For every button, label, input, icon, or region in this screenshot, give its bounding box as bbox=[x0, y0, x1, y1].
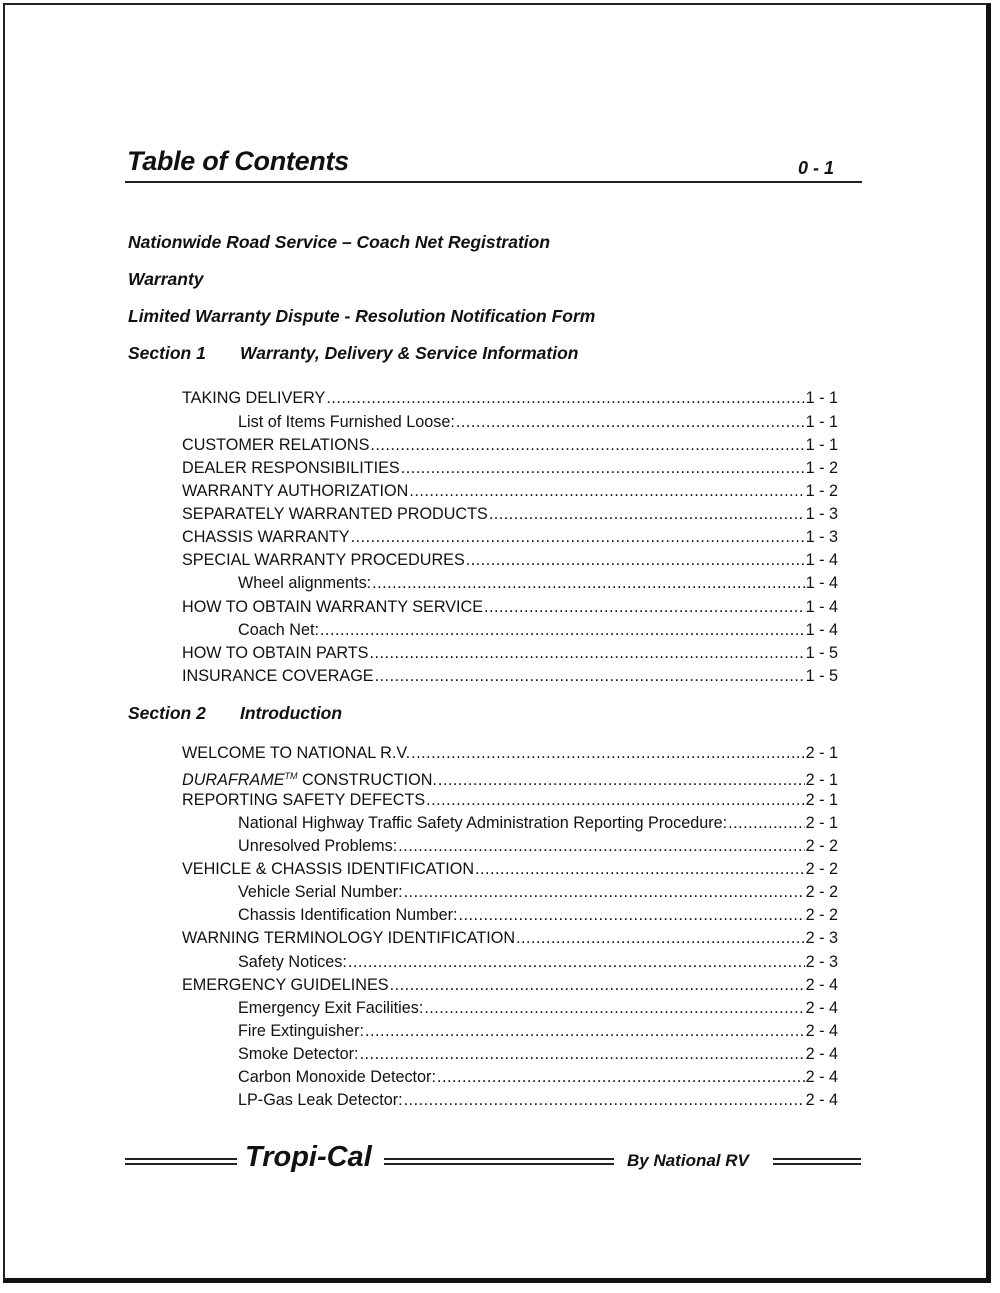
dot-leader bbox=[320, 620, 805, 640]
heading-text: Limited Warranty Dispute - Resolution Notification Form bbox=[128, 306, 596, 326]
toc-entry-label: WARNING TERMINOLOGY IDENTIFICATION bbox=[182, 929, 516, 947]
toc-subentry[interactable] bbox=[238, 1090, 838, 1110]
dot-leader bbox=[438, 770, 805, 790]
toc-entry[interactable] bbox=[182, 643, 838, 663]
dot-leader bbox=[401, 458, 805, 478]
toc-entry-page: 2 - 3 bbox=[805, 929, 838, 947]
toc-entry[interactable] bbox=[182, 766, 838, 790]
toc-entry-page: 1 - 1 bbox=[805, 389, 838, 407]
toc-entry-page: 2 - 4 bbox=[805, 999, 838, 1017]
toc-entry-label: Wheel alignments: bbox=[238, 574, 372, 592]
toc-entry-page: 1 - 1 bbox=[805, 436, 838, 454]
dot-leader bbox=[516, 928, 805, 948]
toc-entry[interactable] bbox=[182, 481, 838, 501]
dot-leader bbox=[390, 975, 805, 995]
toc-entry-page: 2 - 1 bbox=[805, 791, 838, 809]
duraframe-text: DURAFRAME bbox=[182, 771, 285, 789]
footer-rule-left bbox=[125, 1158, 237, 1165]
toc-heading-dispute-form[interactable] bbox=[128, 306, 595, 327]
footer-rule-middle bbox=[384, 1158, 614, 1165]
toc-entry-label: WARRANTY AUTHORIZATION bbox=[182, 482, 409, 500]
toc-subentry[interactable] bbox=[238, 1067, 838, 1087]
dot-leader bbox=[466, 550, 805, 570]
toc-entry-page: 1 - 5 bbox=[805, 667, 838, 685]
toc-subentry[interactable] bbox=[238, 836, 838, 856]
toc-entry-page: 2 - 1 bbox=[805, 771, 838, 789]
toc-subentry[interactable] bbox=[238, 998, 838, 1018]
toc-entry-label: WELCOME TO NATIONAL R.V. bbox=[182, 744, 411, 762]
dot-leader bbox=[370, 435, 804, 455]
toc-heading-warranty[interactable] bbox=[128, 269, 204, 290]
dot-leader bbox=[369, 643, 804, 663]
toc-entry[interactable] bbox=[182, 435, 838, 455]
dot-leader bbox=[728, 813, 804, 833]
dot-leader bbox=[489, 504, 805, 524]
page-title: Table of Contents bbox=[127, 146, 349, 176]
heading-text: Introduction bbox=[240, 703, 343, 723]
toc-subentry[interactable] bbox=[238, 412, 838, 432]
dot-leader bbox=[365, 1021, 805, 1041]
footer-rule-right bbox=[773, 1158, 861, 1165]
toc-entry-page: 2 - 1 bbox=[805, 744, 838, 762]
toc-entry-page: 2 - 1 bbox=[805, 814, 838, 832]
toc-entry-label: EMERGENCY GUIDELINES bbox=[182, 976, 389, 994]
heading-text: Nationwide Road Service – Coach Net Registration bbox=[128, 232, 551, 252]
toc-entry-page: 2 - 3 bbox=[805, 953, 838, 971]
toc-entry-label: SEPARATELY WARRANTED PRODUCTS bbox=[182, 505, 488, 523]
toc-subentry[interactable] bbox=[238, 952, 838, 972]
toc-entry[interactable] bbox=[182, 527, 838, 547]
dot-leader bbox=[375, 666, 805, 686]
toc-entry[interactable] bbox=[182, 666, 838, 686]
dot-leader bbox=[411, 743, 804, 763]
toc-entry-label: HOW TO OBTAIN WARRANTY SERVICE bbox=[182, 598, 484, 616]
toc-entry-page: 1 - 5 bbox=[805, 644, 838, 662]
toc-entry-label: Unresolved Problems: bbox=[238, 837, 398, 855]
toc-entry-page: 1 - 2 bbox=[805, 482, 838, 500]
toc-entry-label: HOW TO OBTAIN PARTS bbox=[182, 644, 369, 662]
toc-subentry[interactable] bbox=[238, 1044, 838, 1064]
dot-leader bbox=[360, 1044, 805, 1064]
toc-entry-label: Safety Notices: bbox=[238, 953, 347, 971]
toc-entry-page: 1 - 1 bbox=[805, 413, 838, 431]
toc-entry-label: Coach Net: bbox=[238, 621, 319, 639]
toc-entry[interactable] bbox=[182, 859, 838, 879]
toc-section-1-heading[interactable] bbox=[128, 343, 578, 364]
dot-leader bbox=[372, 573, 804, 593]
toc-entry-label: CUSTOMER RELATIONS bbox=[182, 436, 370, 454]
dot-leader bbox=[475, 859, 805, 879]
toc-entry-page: 2 - 4 bbox=[805, 1045, 838, 1063]
section-number: Section 1 bbox=[128, 343, 206, 363]
toc-entry-page: 1 - 2 bbox=[805, 459, 838, 477]
toc-entry-label: Vehicle Serial Number: bbox=[238, 883, 403, 901]
dot-leader bbox=[351, 527, 805, 547]
toc-entry-page: 2 - 4 bbox=[805, 1068, 838, 1086]
toc-entry-label: INSURANCE COVERAGE bbox=[182, 667, 374, 685]
header-rule bbox=[125, 181, 862, 183]
toc-entry[interactable] bbox=[182, 743, 838, 763]
toc-subentry[interactable] bbox=[238, 813, 838, 833]
dot-leader bbox=[398, 836, 804, 856]
toc-entry[interactable] bbox=[182, 504, 838, 524]
toc-heading-road-service[interactable] bbox=[128, 232, 550, 253]
page-number: 0 - 1 bbox=[797, 158, 834, 178]
toc-entry[interactable] bbox=[182, 975, 838, 995]
toc-entry-label: List of Items Furnished Loose: bbox=[238, 413, 455, 431]
toc-entry-label: VEHICLE & CHASSIS IDENTIFICATION bbox=[182, 860, 475, 878]
footer-brand: Tropi-Cal bbox=[245, 1141, 372, 1173]
toc-entry-page: 2 - 2 bbox=[805, 883, 838, 901]
heading-text: Warranty bbox=[128, 269, 204, 289]
toc-subentry[interactable] bbox=[238, 882, 838, 902]
dot-leader bbox=[456, 412, 805, 432]
toc-entry-label: Emergency Exit Facilities: bbox=[238, 999, 424, 1017]
toc-subentry[interactable] bbox=[238, 1021, 838, 1041]
toc-entry-label: DEALER RESPONSIBILITIES bbox=[182, 459, 400, 477]
toc-entry-label: Fire Extinguisher: bbox=[238, 1022, 364, 1040]
dot-leader bbox=[426, 790, 804, 810]
toc-entry-page: 1 - 3 bbox=[805, 505, 838, 523]
dot-leader bbox=[409, 481, 804, 501]
toc-subentry[interactable] bbox=[238, 905, 838, 925]
toc-entry-label: TAKING DELIVERY bbox=[182, 389, 326, 407]
toc-entry-label: Carbon Monoxide Detector: bbox=[238, 1068, 436, 1086]
dot-leader bbox=[484, 597, 805, 617]
toc-entry[interactable] bbox=[182, 597, 838, 617]
toc-entry-page: 2 - 4 bbox=[805, 1091, 838, 1109]
toc-entry-page: 1 - 4 bbox=[805, 551, 838, 569]
toc-entry-page: 1 - 4 bbox=[805, 574, 838, 592]
dot-leader bbox=[404, 882, 805, 902]
toc-entry-page: 2 - 2 bbox=[805, 837, 838, 855]
dot-leader bbox=[326, 388, 804, 408]
toc-entry-label: Chassis Identification Number: bbox=[238, 906, 458, 924]
page-footer bbox=[125, 1138, 862, 1178]
toc-entry[interactable] bbox=[182, 388, 838, 408]
label-suffix: CONSTRUCTION. bbox=[297, 771, 437, 789]
toc-entry-label: LP-Gas Leak Detector: bbox=[238, 1091, 403, 1109]
toc-entry[interactable] bbox=[182, 550, 838, 570]
toc-entry-label bbox=[182, 766, 437, 790]
dot-leader bbox=[424, 998, 804, 1018]
footer-byline: By National RV bbox=[627, 1151, 749, 1170]
dot-leader bbox=[459, 905, 805, 925]
toc-entry-page: 1 - 4 bbox=[805, 621, 838, 639]
dot-leader bbox=[437, 1067, 805, 1087]
toc-entry-label: Smoke Detector: bbox=[238, 1045, 359, 1063]
toc-entry-page: 1 - 3 bbox=[805, 528, 838, 546]
toc-entry-page: 2 - 2 bbox=[805, 906, 838, 924]
toc-entry[interactable] bbox=[182, 928, 838, 948]
toc-entry[interactable] bbox=[182, 790, 838, 810]
dot-leader bbox=[348, 952, 805, 972]
toc-entry-label: SPECIAL WARRANTY PROCEDURES bbox=[182, 551, 465, 569]
dot-leader bbox=[404, 1090, 805, 1110]
toc-subentry[interactable] bbox=[238, 573, 838, 593]
toc-entry-label: CHASSIS WARRANTY bbox=[182, 528, 350, 546]
toc-subentry[interactable] bbox=[238, 620, 838, 640]
toc-entry-label: National Highway Traffic Safety Administration Reporting Procedure: bbox=[238, 814, 728, 832]
toc-entry[interactable] bbox=[182, 458, 838, 478]
heading-text: Warranty, Delivery & Service Information bbox=[240, 343, 579, 363]
toc-entry-page: 2 - 4 bbox=[805, 976, 838, 994]
toc-entry-label: REPORTING SAFETY DEFECTS bbox=[182, 791, 426, 809]
trademark-mark: TM bbox=[284, 771, 298, 781]
section-number: Section 2 bbox=[128, 703, 206, 723]
toc-entry-page: 2 - 4 bbox=[805, 1022, 838, 1040]
toc-entry-page: 2 - 2 bbox=[805, 860, 838, 878]
toc-section-2-heading[interactable] bbox=[128, 703, 342, 724]
toc-entry-page: 1 - 4 bbox=[805, 598, 838, 616]
